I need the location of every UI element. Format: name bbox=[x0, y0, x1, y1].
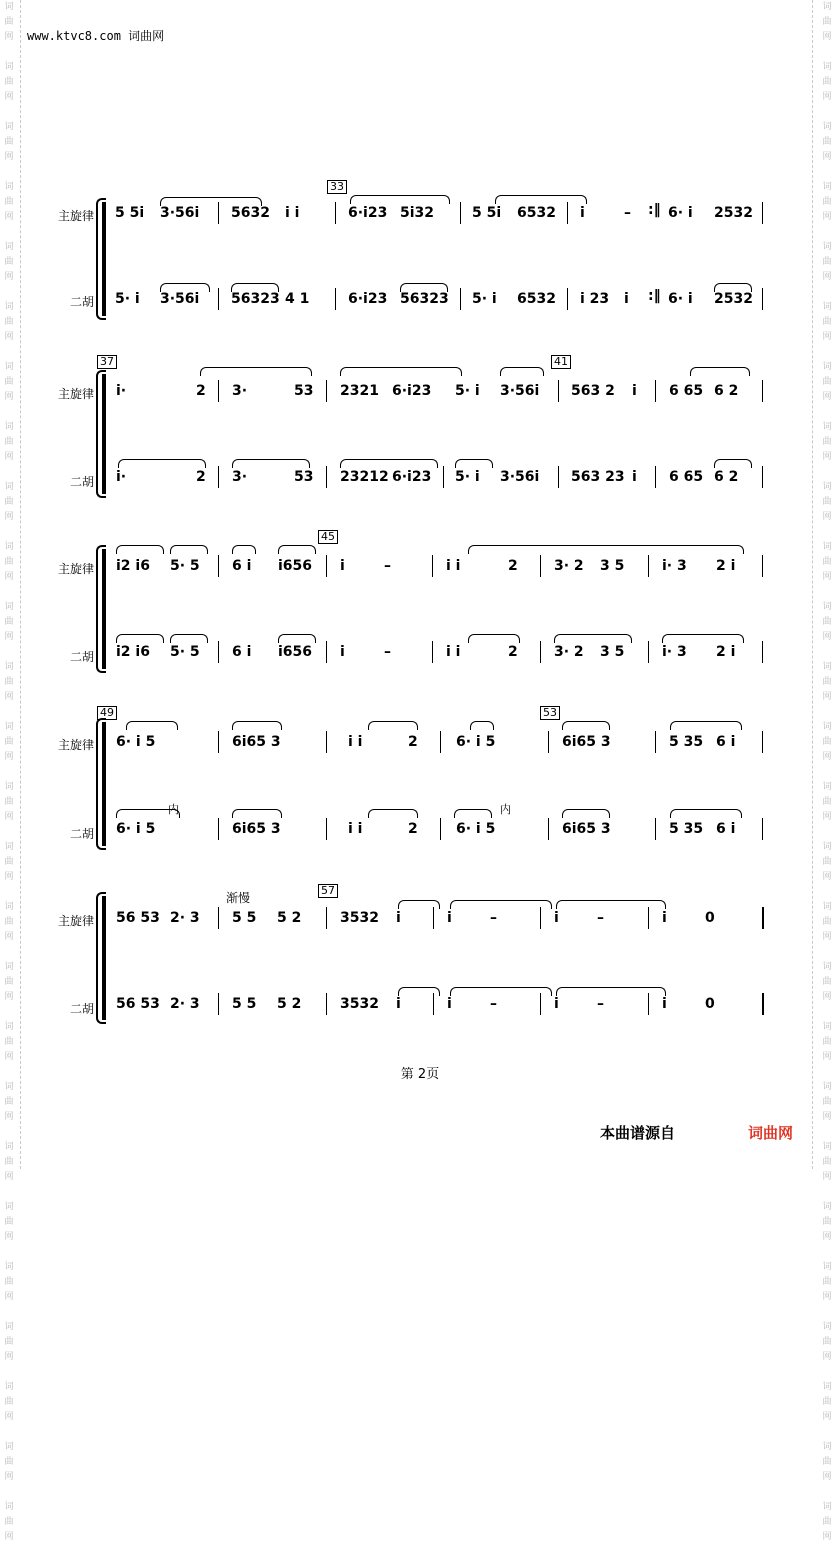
melody-note: – bbox=[384, 558, 391, 574]
erhu-note: – bbox=[490, 996, 497, 1012]
erhu-note: 6i65 3 bbox=[562, 821, 611, 837]
melody-note: 2· 3 bbox=[170, 910, 200, 926]
erhu-note: 3· 2 bbox=[554, 644, 584, 660]
measure-number: 45 bbox=[318, 530, 338, 544]
melody-note: 2 i bbox=[716, 558, 736, 574]
melody-note: i bbox=[632, 383, 637, 399]
melody-note: 2321 bbox=[340, 383, 379, 399]
erhu-note: 5· i bbox=[115, 291, 140, 307]
melody-note: i bbox=[554, 910, 559, 926]
erhu-note: i i bbox=[446, 644, 461, 660]
erhu-note: 6·i23 bbox=[392, 469, 432, 485]
erhu-label: 二胡 bbox=[69, 295, 94, 309]
erhu-note: 2· 3 bbox=[170, 996, 200, 1012]
melody-note: 5 35 bbox=[669, 734, 704, 750]
erhu-note: – bbox=[384, 644, 391, 660]
erhu-label: 二胡 bbox=[69, 650, 94, 664]
melody-note: i656 bbox=[278, 558, 313, 574]
erhu-note: i· 3 bbox=[662, 644, 687, 660]
melody-label: 主旋律 bbox=[57, 914, 94, 928]
erhu-note: 56323 bbox=[231, 291, 280, 307]
melody-note: – bbox=[624, 205, 631, 221]
melody-note: i bbox=[447, 910, 452, 926]
measure-number: 41 bbox=[551, 355, 571, 369]
melody-note: – bbox=[597, 910, 604, 926]
erhu-note: i2 i6 bbox=[116, 644, 150, 660]
melody-note: 2 bbox=[196, 383, 206, 399]
erhu-label: 二胡 bbox=[69, 475, 94, 489]
source-label: 本曲谱源自 bbox=[600, 1124, 676, 1142]
melody-note: i2 i6 bbox=[116, 558, 150, 574]
erhu-note: 56 53 bbox=[116, 996, 160, 1012]
erhu-note: 3532 bbox=[340, 996, 379, 1012]
melody-note: i bbox=[340, 558, 345, 574]
melody-note: 6· i bbox=[668, 205, 693, 221]
system-brace bbox=[96, 892, 106, 1024]
erhu-note: 5 2 bbox=[277, 996, 302, 1012]
erhu-note: 3·56i bbox=[500, 469, 540, 485]
melody-note: 5 5i bbox=[472, 205, 502, 221]
erhu-note: 6· i 5 bbox=[116, 821, 156, 837]
erhu-note: 6· i 5 bbox=[456, 821, 496, 837]
melody-note: 2 bbox=[508, 558, 518, 574]
erhu-note: i 23 bbox=[580, 291, 610, 307]
erhu-note: 3·56i bbox=[160, 291, 200, 307]
melody-note: i bbox=[396, 910, 401, 926]
erhu-note: 5 35 bbox=[669, 821, 704, 837]
erhu-note: 56323 bbox=[400, 291, 449, 307]
melody-note: 5632 bbox=[231, 205, 270, 221]
erhu-note: 5· i bbox=[472, 291, 497, 307]
melody-note: 563 2 bbox=[571, 383, 615, 399]
erhu-note: 6 2 bbox=[714, 469, 739, 485]
melody-note: 6532 bbox=[517, 205, 556, 221]
melody-note: 6·i23 bbox=[392, 383, 432, 399]
erhu-note: 6· i bbox=[668, 291, 693, 307]
melody-note: 6i65 3 bbox=[232, 734, 281, 750]
measure-number: 57 bbox=[318, 884, 338, 898]
right-margin-watermark: 词 曲 网 词 曲 网 词 曲 网 词 曲 网 词 曲 网 词 曲 网 词 曲 网 词 曲 网 词 曲 网 词 曲 网 词 曲 网 词 曲 网 词 曲 网 词 曲 网 词 曲 网 词 曲 网 词 曲 网 词 曲 网 词 曲 网 词 曲 网 词 曲 网 词 曲 网 词 曲 网 词 曲 网 词 曲 网 词 曲 网 bbox=[822, 2, 832, 1542]
erhu-note: i bbox=[340, 644, 345, 660]
tempo-marking: 渐慢 bbox=[226, 891, 251, 905]
erhu-note: 5· 5 bbox=[170, 644, 200, 660]
score-system-3 bbox=[0, 530, 840, 670]
system-brace bbox=[96, 198, 106, 320]
melody-note: 56 53 bbox=[116, 910, 160, 926]
melody-note: 3· bbox=[232, 383, 248, 399]
erhu-note: 2532 bbox=[714, 291, 753, 307]
melody-note: 5· i bbox=[455, 383, 480, 399]
left-margin-watermark: 词 曲 网 词 曲 网 词 曲 网 词 曲 网 词 曲 网 词 曲 网 词 曲 网 词 曲 网 词 曲 网 词 曲 网 词 曲 网 词 曲 网 词 曲 网 词 曲 网 词 曲 网 词 曲 网 词 曲 网 词 曲 网 词 曲 网 词 曲 网 词 曲 网 词 曲 网 词 曲 网 词 曲 网 词 曲 网 词 曲 网 bbox=[4, 2, 14, 1542]
source-site-link[interactable]: 词曲网 bbox=[748, 1124, 794, 1142]
melody-note: 6 i bbox=[232, 558, 252, 574]
erhu-note: 563 23 bbox=[571, 469, 625, 485]
erhu-note: 4 1 bbox=[285, 291, 310, 307]
fingering-mark: 内 bbox=[500, 803, 511, 816]
melody-note: 6i65 3 bbox=[562, 734, 611, 750]
measure-number: 53 bbox=[540, 706, 560, 720]
erhu-label: 二胡 bbox=[69, 1002, 94, 1016]
melody-note: i i bbox=[446, 558, 461, 574]
score-system-4 bbox=[0, 706, 840, 846]
melody-note: 6· i 5 bbox=[456, 734, 496, 750]
melody-note: i· bbox=[116, 383, 127, 399]
erhu-note: i bbox=[632, 469, 637, 485]
melody-note: 3532 bbox=[340, 910, 379, 926]
melody-note: i i bbox=[285, 205, 300, 221]
erhu-note: 6 i bbox=[716, 821, 736, 837]
melody-note: i bbox=[662, 910, 667, 926]
erhu-note: 5 5 bbox=[232, 996, 257, 1012]
fingering-mark: 内 bbox=[168, 803, 179, 816]
system-brace bbox=[96, 370, 106, 498]
erhu-note: i bbox=[624, 291, 629, 307]
melody-note: 3 5 bbox=[600, 558, 625, 574]
melody-note: i i bbox=[348, 734, 363, 750]
melody-label: 主旋律 bbox=[57, 562, 94, 576]
measure-number: 33 bbox=[327, 180, 347, 194]
measure-number: 37 bbox=[97, 355, 117, 369]
erhu-note: 6532 bbox=[517, 291, 556, 307]
erhu-note: i· bbox=[116, 469, 127, 485]
erhu-note: 5· i bbox=[455, 469, 480, 485]
erhu-note: 6 i bbox=[232, 644, 252, 660]
melody-note: 2 bbox=[408, 734, 418, 750]
measure-number: 49 bbox=[97, 706, 117, 720]
site-url: www.ktvc8.com 词曲网 bbox=[27, 29, 165, 43]
erhu-note: 23212 bbox=[340, 469, 389, 485]
melody-note: 3·56i bbox=[160, 205, 200, 221]
erhu-note: 3 5 bbox=[600, 644, 625, 660]
erhu-note: 6 65 bbox=[669, 469, 704, 485]
erhu-note: i bbox=[447, 996, 452, 1012]
score-system-1: 主旋律 二胡 33 5 5i 3·56i 5632 i i 6·i23 5i32 5 5i 6532 i – :‖ 6· i 2532 5· i 3·56i 56323 4 1 6·i23 56323 5· i 6532 i 23 i :‖ 6· i 2532 bbox=[0, 180, 840, 320]
page-number: 第 2页 bbox=[400, 1067, 440, 1082]
score-system-2 bbox=[0, 355, 840, 495]
erhu-note: i bbox=[396, 996, 401, 1012]
erhu-note: 6i65 3 bbox=[232, 821, 281, 837]
melody-note: 6 65 bbox=[669, 383, 704, 399]
erhu-note: i bbox=[662, 996, 667, 1012]
erhu-note: 6·i23 bbox=[348, 291, 388, 307]
erhu-note: 3· bbox=[232, 469, 248, 485]
melody-note: 2532 bbox=[714, 205, 753, 221]
melody-note: 5i32 bbox=[400, 205, 435, 221]
system-brace bbox=[96, 545, 106, 673]
erhu-note: – bbox=[597, 996, 604, 1012]
melody-note: 5· 5 bbox=[170, 558, 200, 574]
melody-note: 5 2 bbox=[277, 910, 302, 926]
melody-note: 53 bbox=[294, 383, 314, 399]
melody-note: – bbox=[490, 910, 497, 926]
erhu-note: i656 bbox=[278, 644, 313, 660]
melody-note: 6 i bbox=[716, 734, 736, 750]
score-system-5 bbox=[0, 882, 840, 1022]
erhu-note: 2 bbox=[508, 644, 518, 660]
melody-label: 主旋律 bbox=[57, 738, 94, 752]
erhu-note: 53 bbox=[294, 469, 314, 485]
system-brace bbox=[96, 718, 106, 850]
erhu-note: 2 i bbox=[716, 644, 736, 660]
melody-note: i· 3 bbox=[662, 558, 687, 574]
melody-note: 6 2 bbox=[714, 383, 739, 399]
melody-note: 6· i 5 bbox=[116, 734, 156, 750]
melody-note: 3· 2 bbox=[554, 558, 584, 574]
melody-label: 主旋律 bbox=[57, 387, 94, 401]
melody-note: 6·i23 bbox=[348, 205, 388, 221]
erhu-note: 2 bbox=[408, 821, 418, 837]
erhu-label: 二胡 bbox=[69, 827, 94, 841]
melody-label: 主旋律 bbox=[57, 209, 94, 223]
erhu-note: 0 bbox=[705, 996, 715, 1012]
melody-note: i bbox=[580, 205, 585, 221]
melody-note: 3·56i bbox=[500, 383, 540, 399]
melody-note: 5 5 bbox=[232, 910, 257, 926]
erhu-note: i i bbox=[348, 821, 363, 837]
melody-note: 0 bbox=[705, 910, 715, 926]
melody-note: 5 5i bbox=[115, 205, 145, 221]
erhu-note: i bbox=[554, 996, 559, 1012]
erhu-note: 2 bbox=[196, 469, 206, 485]
